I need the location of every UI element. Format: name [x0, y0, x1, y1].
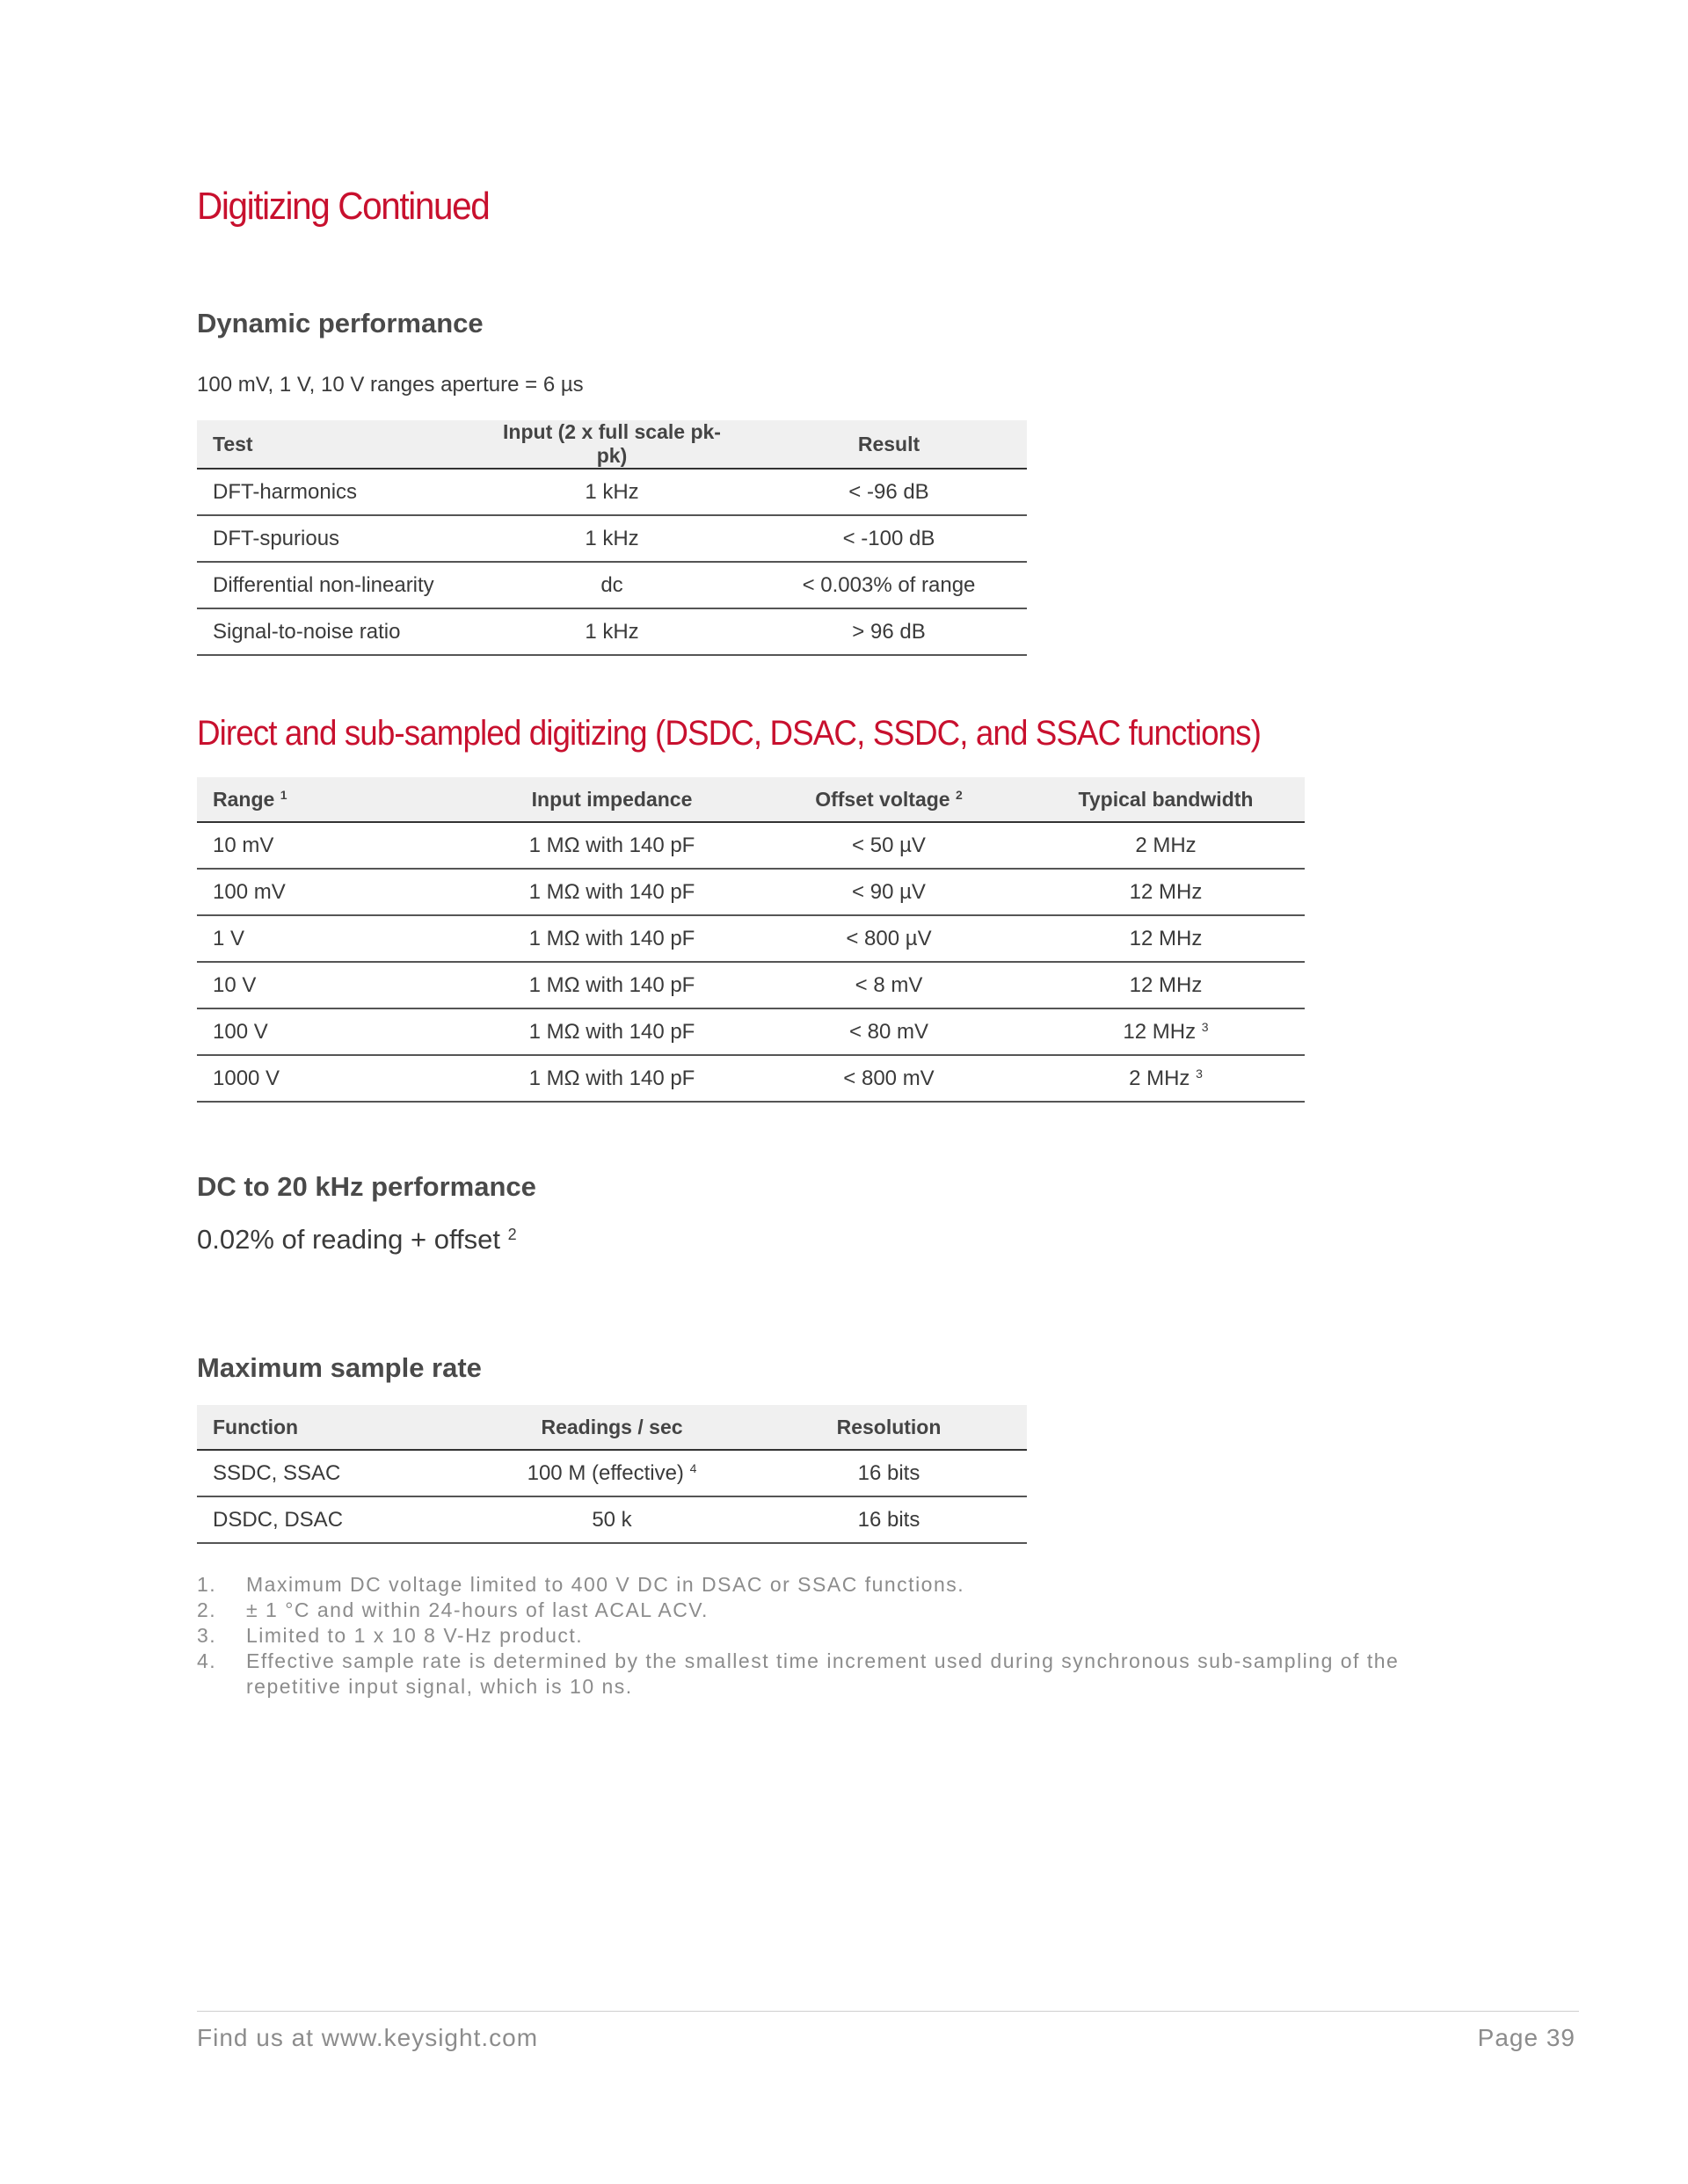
cell-range: 10 mV — [197, 822, 473, 869]
dynamic-performance-heading: Dynamic performance — [197, 308, 484, 339]
cell-bandwidth — [1027, 1008, 1305, 1055]
footnote-number: 2. — [197, 1598, 217, 1621]
cell-readings — [473, 1496, 751, 1543]
cell-input: 1 kHz — [473, 469, 751, 515]
table-row — [197, 915, 1305, 962]
cell-offset-voltage: < 50 µV — [751, 822, 1027, 869]
cell-range: 1000 V — [197, 1055, 473, 1102]
cell-result: < -96 dB — [751, 469, 1027, 515]
column-header-result: Result — [751, 420, 1027, 469]
column-header-range — [197, 777, 473, 822]
table-row — [197, 1450, 1027, 1496]
cell-input: 1 kHz — [473, 608, 751, 655]
cell-input-impedance: 1 MΩ with 140 pF — [473, 822, 751, 869]
cell-test: DFT-harmonics — [197, 469, 473, 515]
table-row — [197, 1008, 1305, 1055]
dc-20khz-heading: DC to 20 kHz performance — [197, 1171, 536, 1202]
cell-function: DSDC, DSAC — [197, 1496, 473, 1543]
cell-input: 1 kHz — [473, 515, 751, 562]
direct-digitizing-heading: Direct and sub-sampled digitizing (DSDC, DSAC, SSDC, and SSAC functions) — [197, 714, 1262, 753]
table-row — [197, 822, 1305, 869]
cell-function: SSDC, SSAC — [197, 1450, 473, 1496]
readings-value: 100 M (effective) — [527, 1460, 684, 1485]
cell-range: 1 V — [197, 915, 473, 962]
footnote — [197, 1649, 1495, 1700]
cell-test: Signal-to-noise ratio — [197, 608, 473, 655]
bandwidth-value: 12 MHz — [1129, 972, 1203, 997]
header-label: Range — [213, 787, 275, 811]
footnote-number: 4. — [197, 1649, 217, 1672]
footnote — [197, 1623, 1495, 1649]
footnote-ref: 3 — [1201, 1019, 1209, 1034]
cell-test: DFT-spurious — [197, 515, 473, 562]
readings-value: 50 k — [592, 1507, 632, 1532]
table-row — [197, 515, 1027, 562]
cell-resolution: 16 bits — [751, 1450, 1027, 1496]
dc-20khz-text: 0.02% of reading + offset — [197, 1224, 500, 1255]
cell-bandwidth — [1027, 822, 1305, 869]
cell-offset-voltage: < 8 mV — [751, 962, 1027, 1008]
footnote-text: Effective sample rate is determined by the smallest time increment used during synchronous sub-sampling of the repetitive input signal, which is 10 ns. — [246, 1649, 1400, 1698]
footnote — [197, 1572, 1495, 1598]
cell-input-impedance: 1 MΩ with 140 pF — [473, 915, 751, 962]
footnote — [197, 1598, 1495, 1623]
cell-offset-voltage: < 80 mV — [751, 1008, 1027, 1055]
bandwidth-value: 2 MHz — [1135, 833, 1197, 857]
cell-input: dc — [473, 562, 751, 608]
cell-range: 100 mV — [197, 869, 473, 915]
dynamic-performance-table — [197, 420, 1027, 656]
table-header-row — [197, 1405, 1027, 1450]
max-sample-rate-heading: Maximum sample rate — [197, 1352, 482, 1383]
cell-input-impedance: 1 MΩ with 140 pF — [473, 1055, 751, 1102]
cell-input-impedance: 1 MΩ with 140 pF — [473, 962, 751, 1008]
cell-bandwidth — [1027, 962, 1305, 1008]
cell-result: < -100 dB — [751, 515, 1027, 562]
dynamic-note: 100 mV, 1 V, 10 V ranges aperture = 6 µs — [197, 373, 584, 397]
cell-offset-voltage: < 800 mV — [751, 1055, 1027, 1102]
cell-range: 10 V — [197, 962, 473, 1008]
footer-website-link[interactable]: Find us at www.keysight.com — [197, 2024, 539, 2051]
table-row — [197, 608, 1027, 655]
footnote-ref: 2 — [507, 1226, 517, 1243]
cell-result: > 96 dB — [751, 608, 1027, 655]
cell-offset-voltage: < 800 µV — [751, 915, 1027, 962]
column-header-resolution: Resolution — [751, 1405, 1027, 1450]
table-header-row — [197, 777, 1305, 822]
footnote-number: 1. — [197, 1573, 217, 1596]
column-header-input-impedance: Input impedance — [473, 777, 751, 822]
footer-divider — [197, 2011, 1579, 2012]
max-sample-rate-table — [197, 1405, 1027, 1544]
footnote-ref: 1 — [280, 787, 287, 802]
column-header-offset-voltage — [751, 777, 1027, 822]
cell-range: 100 V — [197, 1008, 473, 1055]
table-row — [197, 962, 1305, 1008]
footnote-text: Limited to 1 x 10 8 V-Hz product. — [246, 1624, 584, 1647]
footnote-text: Maximum DC voltage limited to 400 V DC in DSAC or SSAC functions. — [246, 1573, 965, 1596]
table-row — [197, 469, 1027, 515]
column-header-typical-bandwidth: Typical bandwidth — [1027, 777, 1305, 822]
table-row — [197, 562, 1027, 608]
footnote-number: 3. — [197, 1624, 217, 1647]
cell-test: Differential non-linearity — [197, 562, 473, 608]
cell-resolution: 16 bits — [751, 1496, 1027, 1543]
cell-result: < 0.003% of range — [751, 562, 1027, 608]
dc-20khz-value — [197, 1224, 517, 1256]
direct-digitizing-table — [197, 777, 1305, 1103]
table-row — [197, 869, 1305, 915]
cell-readings — [473, 1450, 751, 1496]
table-header-row — [197, 420, 1027, 469]
footnote-ref: 2 — [955, 787, 963, 802]
page-number: Page 39 — [1477, 2024, 1575, 2051]
cell-input-impedance: 1 MΩ with 140 pF — [473, 869, 751, 915]
footnote-ref: 3 — [1196, 1066, 1203, 1081]
table-row — [197, 1496, 1027, 1543]
column-header-function: Function — [197, 1405, 473, 1450]
footnote-ref: 4 — [689, 1460, 697, 1475]
column-header-readings: Readings / sec — [473, 1405, 751, 1450]
header-label: Offset voltage — [815, 787, 950, 811]
cell-offset-voltage: < 90 µV — [751, 869, 1027, 915]
bandwidth-value: 2 MHz — [1129, 1066, 1190, 1090]
column-header-test: Test — [197, 420, 473, 469]
column-header-input: Input (2 x full scale pk-pk) — [473, 420, 751, 469]
bandwidth-value: 12 MHz — [1123, 1019, 1197, 1044]
bandwidth-value: 12 MHz — [1129, 879, 1203, 904]
cell-bandwidth — [1027, 1055, 1305, 1102]
page-title: Digitizing Continued — [197, 185, 490, 228]
footnote-text: ± 1 °C and within 24-hours of last ACAL ACV. — [246, 1598, 709, 1621]
bandwidth-value: 12 MHz — [1129, 926, 1203, 950]
table-row — [197, 1055, 1305, 1102]
cell-input-impedance: 1 MΩ with 140 pF — [473, 1008, 751, 1055]
cell-bandwidth — [1027, 869, 1305, 915]
footnotes — [197, 1572, 1495, 1700]
cell-bandwidth — [1027, 915, 1305, 962]
